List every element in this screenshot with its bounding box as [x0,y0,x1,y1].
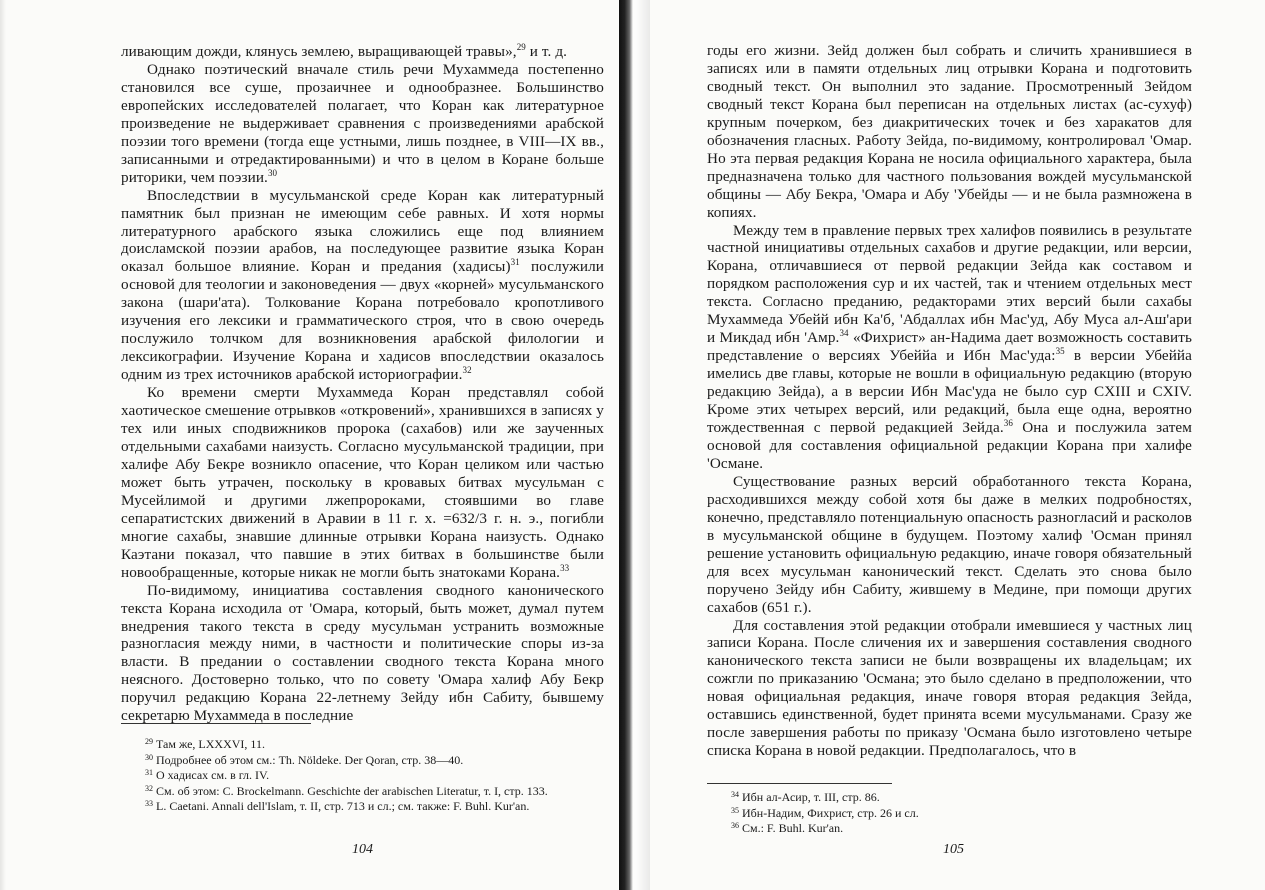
gutter-shadow-right [636,0,650,890]
paragraph [121,582,604,726]
footnote-ref: 35 [1055,346,1065,357]
footnote-text: Ибн-Надим, Фихрист, стр. 26 и сл. [742,805,919,820]
footnote-number: 33 [145,799,153,808]
paragraph-text: Между тем в правление первых трех халифов появились в результате частной инициативы отдельных сахабов и другие редакции, или версии, Корана, отличавшиеся от первой редакции Зейда как составом и порядком расположения сур и их частей, так и чтением отдельных мест текста. Согласно преданию, редакторами этих версий были сахабы Мухаммеда Убейй ибн Ка'б, 'Абдаллах ибн Мас'уд, Абу Муса ал-Аш'ари и Микдад ибн 'Амр. [707,221,1192,347]
footnote [121,784,604,800]
paragraph-text: и т. д. [525,43,568,60]
footnote-number: 30 [145,752,153,762]
paragraph-text: По-видимому, инициатива составления сводного канонического текста Корана исходила от 'Омара, который, быть может, думал путем внедрения такого текста в среду мусульман устранить возможные разногласия между ними, в частности и политические споры из-за власти. В предании о составлении сводного текста Корана много неясного. Достоверно только, что по совету 'Омара халиф Абу Бекр поручил редакцию Корана 22-летнему Зейду ибн Сабиту, бывшему секретарю Мухаммеда в последние [121,581,604,725]
gutter-shadow [619,0,633,890]
footnote-ref: 29 [516,42,526,52]
footnote [121,753,604,769]
footnote-number: 34 [731,790,739,799]
footnote-text: О хадисах см. в гл. IV. [156,768,270,782]
footnote-text: См. об этом: С. Brockelmann. Geschichte der arabischen Literatur, т. I, стр. 133. [156,783,548,798]
paragraph [121,61,604,187]
footnote-ref: 36 [1003,418,1013,429]
paragraph [707,222,1192,473]
footnote-text: Ибн ал-Асир, т. III, стр. 86. [742,790,880,804]
footnote [707,821,1192,837]
paragraph-text: в версии Убеййа имелись две главы, которые не вошли в официальную редакцию (вторую редакцию Зейда), а в версии Ибн Мас'уда не было сур CXIII и CXIV. Кроме этих четырех версий, или редакций, была еще одна, вероятно тождественная с первой редакцией Зейда. [707,347,1192,437]
paragraph [707,42,1192,222]
paragraph [121,187,604,384]
page-number-left: 104 [352,842,373,857]
paragraph-text: Однако поэтический вначале стиль речи Мухаммеда постепенно становился все суше, прозаичнее и однообразнее. Большинство европейских исследователей полагает, что Коран как литературное произведение не выдерживает сравнения с произведениями арабской поэзии того времени (тогда еще устными, лишь позднее, в VIII—IX вв., записанными и отредактированными) и что в целом в Коране больше риторики, чем поэзии. [121,60,604,186]
right-footnotes [707,790,1192,837]
footnote-ref: 34 [839,328,849,339]
paragraph-text: Существование разных версий обработанного текста Корана, расходившихся между собой хотя бы даже в мелких подробностях, конечно, представляло потенциальную опасность разногласий и расколов в мусульманской общине в будущем. Поэтому халиф 'Осман принял решение установить официальную редакцию, иначе говоря обязательный для всех мусульман канонический текст. Сделать это снова было поручено Зейду ибн Сабиту, жившему в Медине, при помощи других сахабов (651 г.). [707,472,1192,616]
footnote-divider [121,723,311,724]
footnote [121,768,604,784]
footnote-number: 36 [731,821,739,830]
paragraph-text: Впоследствии в мусульманской среде Коран как литературный памятник был признан не имеющим себе равных. И хотя нормы литературного арабского языка сложились еще под влиянием доисламской поэзии арабов, на последующее развитие языка Коран оказал большое влияние. Коран и предания (хадисы) [121,186,604,276]
page-number-right: 105 [943,842,964,857]
footnote-ref: 32 [462,365,472,376]
footnote [707,806,1192,822]
paragraph-text: ливающим дожди, клянусь землею, выращивающей травы», [121,43,517,60]
footnote-number: 35 [731,805,739,815]
footnote-number: 32 [145,783,153,793]
paragraph-text: Для составления этой редакции отобрали имевшиеся у частных лиц записи Корана. После сличения их и завершения составления сводного канонического текста записи не были возвращены их владельцам; их сожгли по приказанию 'Османа; это было сделано в предположении, что новая официальная редакция, иначе говоря вторая редакция Зейда, оставшись единственной, будет принята всеми мусульманами. Сразу же после завершения работы по приказу 'Османа было изготовлено четыре списка Корана в новой редакции. Предполагалось, что в [707,616,1192,760]
paragraph-text: годы его жизни. Зейд должен был собрать и сличить хранившиеся в записях или в памяти отдельных лиц отрывки Корана и подготовить сводный текст. Он выполнил это задание. Просмотренный Зейдом сводный текст Корана был переписан на отдельных листах (ас-сухуф) крупным почерком, без диакритических точек и без харакатов для обозначения гласных. Работу Зейда, по-видимому, контролировал 'Омар. Но эта первая редакция Корана не носила официального характера, была предназначена только для частного пользования вождей мусульманской общины — Абу Бекра, 'Омара и Абу 'Убейды — и не была размножена в копиях. [707,42,1192,221]
footnote-text: См.: F. Buhl. Kur'an. [742,821,844,835]
paragraph-text: Она и послужила затем основой для составления официальной редакции Корана при халифе 'Османе. [707,419,1192,472]
footnote-text: Там же, LXXXVI, 11. [156,737,265,751]
footnote-ref: 31 [510,257,520,268]
paragraph [121,43,604,61]
paragraph-text: Ко времени смерти Мухаммеда Коран представлял собой хаотическое смешение отрывков «откровений», хранившихся в записях у тех или иных сподвижников пророка (сахабов) или же заученных отдельными сахабами наизусть. Согласно мусульманской традиции, при халифе Абу Бекре возникло опасение, что Коран целиком или частью может быть утрачен, поскольку в кровавых битвах мусульман с Мусейлимой и другими лжепророками, стоявшими во главе сепаратистских движений в Аравии в 11 г. х. =632/3 г. н. э., погибли многие сахабы, знавшие длинные отрывки Корана наизусть. Однако Каэтани показал, что павшие в этих битвах в большинстве были новообращенные, которые никак не могли быть знатоками Корана. [121,384,604,581]
footnote-text: L. Caetani. Annali dell'Islam, т. II, стр. 713 и сл.; см. также: F. Buhl. Kur'an. [156,799,530,813]
paragraph [707,473,1192,617]
footnote [121,737,604,753]
footnote-divider [707,783,892,784]
paragraph-text: послужили основой для теологии и законоведения — двух «корней» мусульманского закона (шари'ата). Толкование Корана потребовало кропотливого изучения его лексики и грамматического строя, что в свою очередь послужило толчком для возникновения арабской филологии и лексикографии. Изучение Корана и хадисов впоследствии оказалось одним из трех источников арабской историографии. [121,258,604,384]
paragraph-text: «Фихрист» ан-Надима дает возможность составить представление о версиях Убеййа и Ибн Мас'уда: [707,329,1192,365]
footnote-number: 29 [145,737,153,746]
footnote [707,790,1192,806]
right-page-body [707,42,1192,760]
footnote-ref: 33 [560,562,570,573]
paragraph [121,384,604,581]
page-edge-shadow [0,0,6,890]
left-page-body [121,43,604,725]
left-footnotes [121,737,604,815]
footnote-ref: 30 [267,167,278,178]
footnote-number: 31 [145,768,153,777]
footnote [121,799,604,815]
footnote-text: Подробнее об этом см.: Th. Nöldeke. Der Qoran, стр. 38—40. [156,752,464,767]
paragraph [707,617,1192,761]
